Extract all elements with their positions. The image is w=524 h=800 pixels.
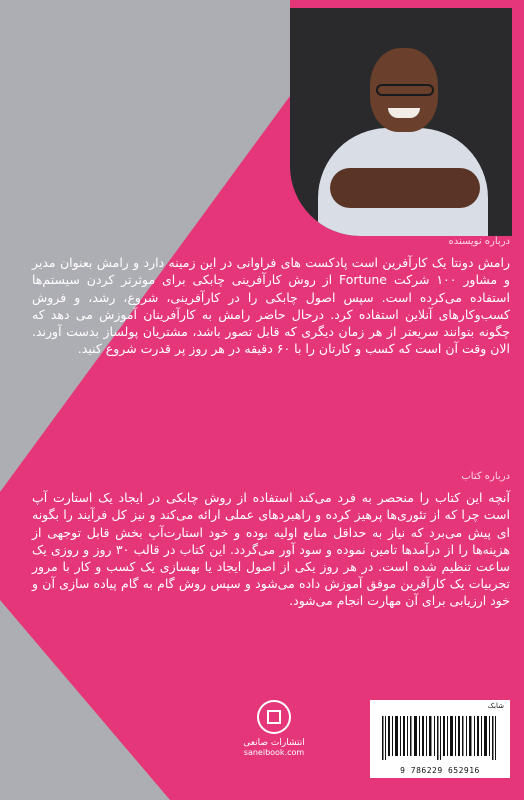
isbn-barcode <box>370 700 510 778</box>
author-section-body: رامش دونتا یک کارآفرین است پادکست های فراوانی در این زمینه دارد و رامش بعنوان مدیر و مشاور ۱۰۰ شرکت Fortune از روش کارآفرینی چابکی برای موثرتر کردن سیستم‌ها استفاده می‌کرده است. سپس اصول چابکی را در کارآفرینی، شروع، رشد، و فروش کسب‌وکارهای آنلاین استفاده کرد. درحال حاضر رامش به کارآفرینان آموزش می دهد که چگونه بتوانند سریعتر از هر زمان دیگری که قابل تصور باشد، مشتریان پولساز بدست آورند. الان وقت آن است که کسب و کارتان را با ۶۰ دقیقه در هر روز پر قدرت شروع کنید. <box>32 255 511 357</box>
publisher-website: saneibook.com <box>243 748 305 757</box>
author-smile <box>388 108 420 118</box>
author-glasses <box>376 84 434 96</box>
isbn-number: 9 786229 652916 <box>400 766 480 775</box>
barcode-bars-icon <box>382 716 498 760</box>
author-crossed-arms <box>330 168 480 208</box>
book-section <box>32 468 510 610</box>
book-section-title: درباره کتاب <box>461 471 510 482</box>
publisher-logo-mark <box>267 710 281 724</box>
author-section-title: درباره نویسنده <box>448 236 510 247</box>
barcode-label: شابک <box>487 702 504 710</box>
publisher-name: انتشارات صانعی <box>243 738 305 748</box>
publisher-logo-icon <box>257 700 291 734</box>
author-section <box>32 233 510 357</box>
publisher-block <box>234 700 314 757</box>
author-photo <box>290 8 512 236</box>
book-section-body: آنچه این کتاب را منحصر به فرد می‌کند استفاده از روش چابکی در ایجاد یک استارت آپ است چرا که از تئوری‌ها پرهیز کرده و راهبردهای عملی ارائه می‌کند و نیز کل فرآیند را بگونه ای پیش می‌برد که نیاز به حداقل منابع اولیه بوده و خود استارت‌آپ بخش قابل توجهی از هزینه‌ها را از درآمدها تامین نموده و سود آور می‌گردد. این کتاب در قالب ۳۰ روز و روزی یک ساعت تنظیم شده است. در هر روز یکی از اصول ایجاد یا بهسازی یک کسب و کار با مرور تجربیات یک کارآفرین موفق آموزش داده می‌شود و سپس روش گام به گام پیاده سازی آن و خود ارزیابی برای آن مهارت انجام می‌شود. <box>32 490 510 609</box>
